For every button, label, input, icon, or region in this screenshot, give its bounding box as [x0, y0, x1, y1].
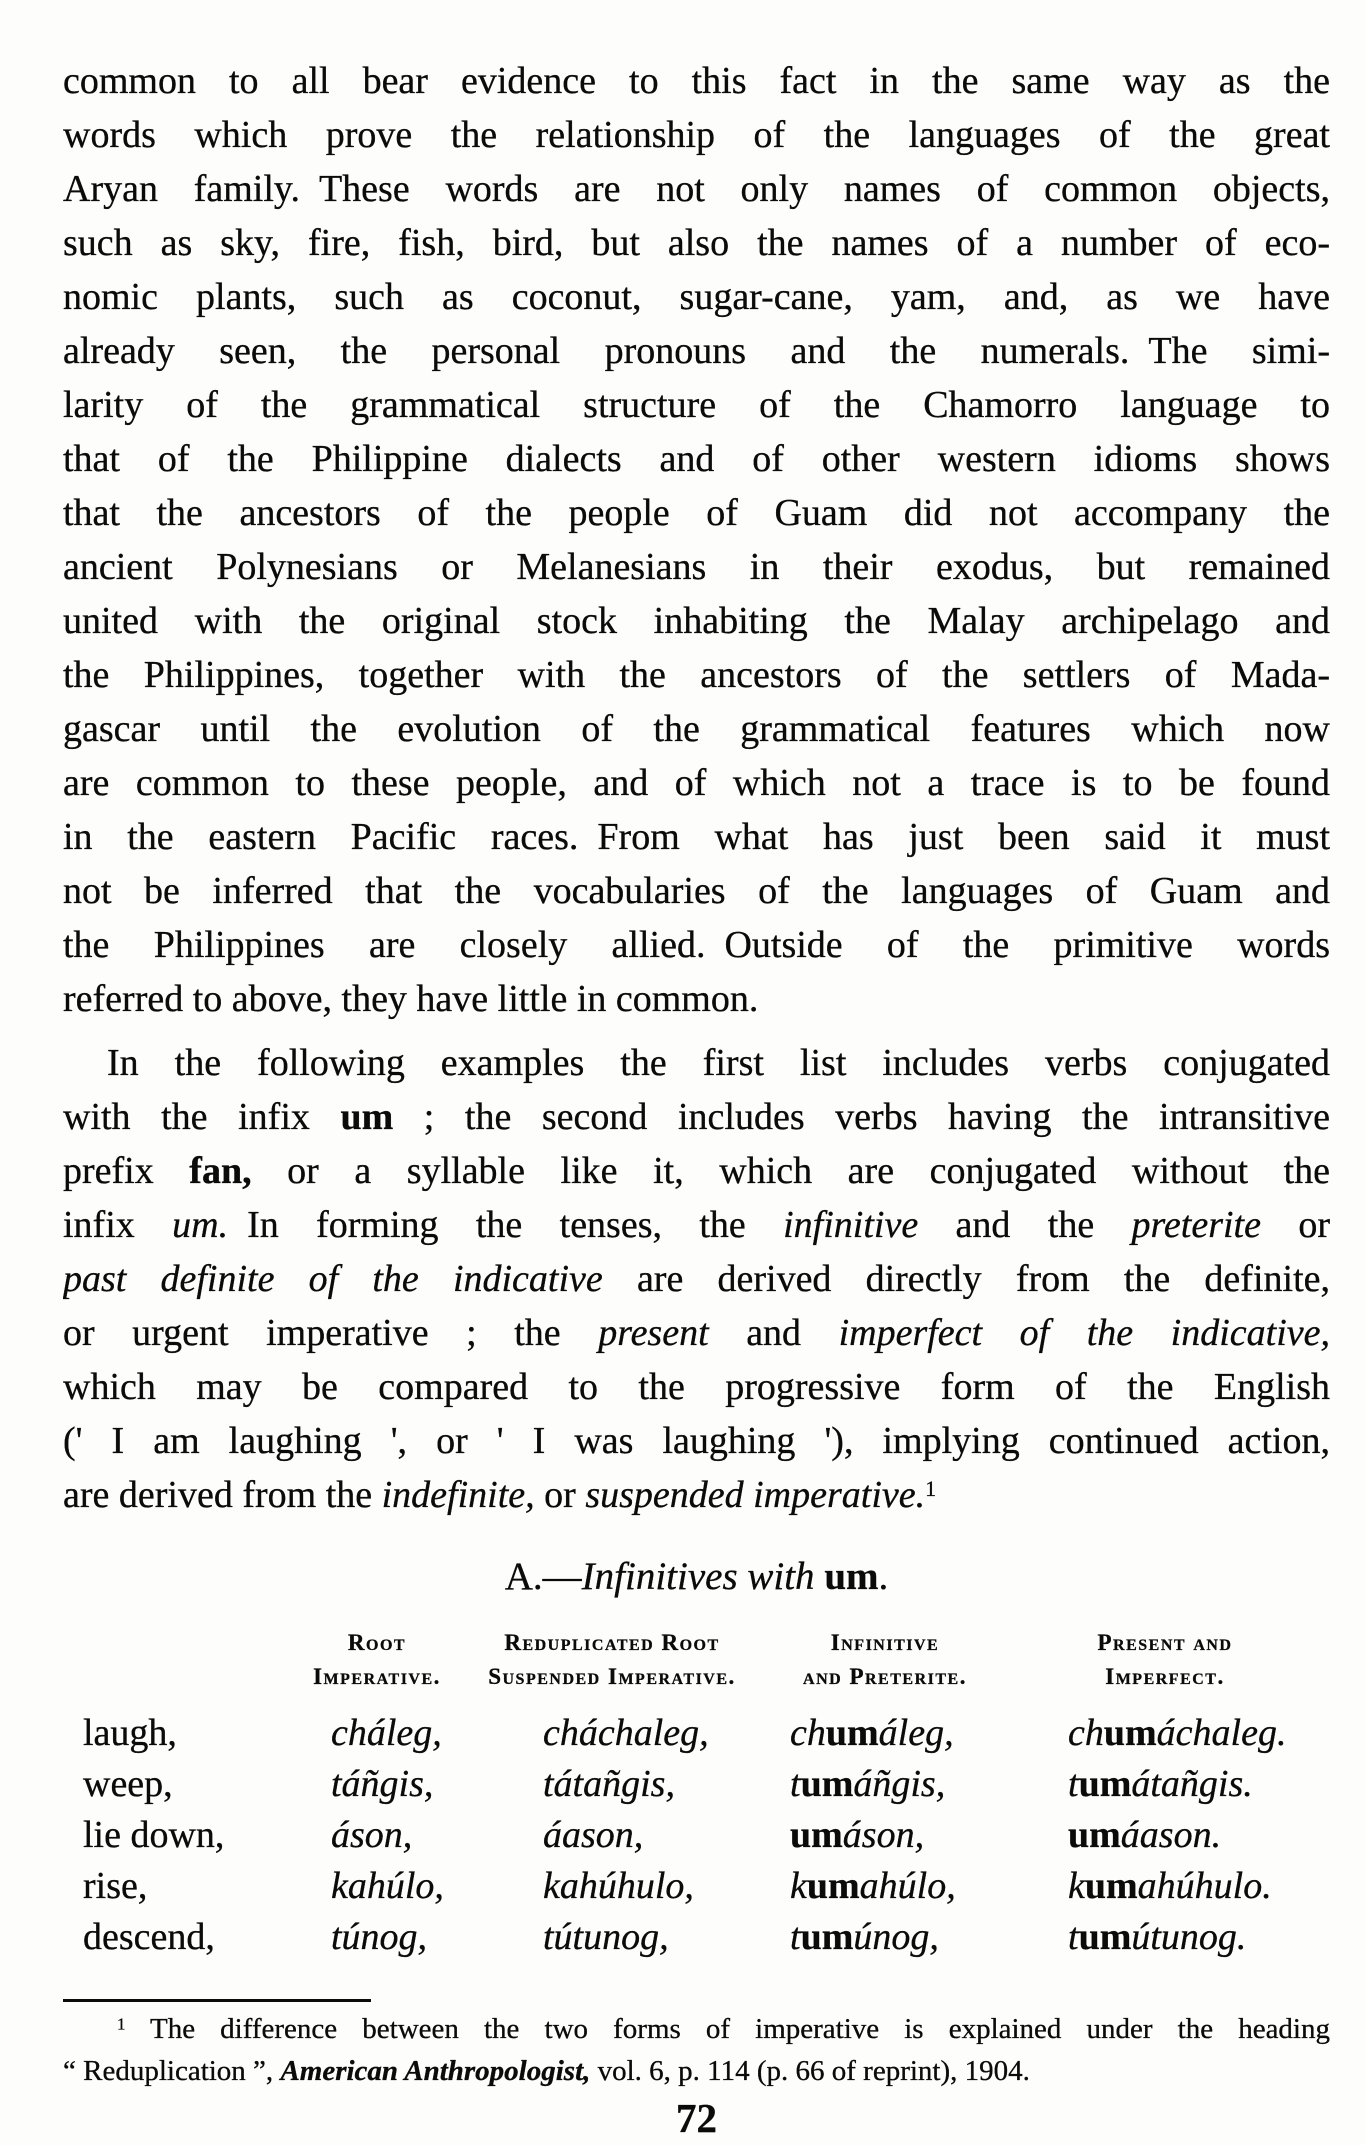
text-line: In the following examples the first list includes verbs conjugated — [107, 1042, 1330, 1084]
text-segment: imperfect of the indicative, — [838, 1312, 1330, 1354]
text-line: gascar until the evolution of the grammatical features which now — [63, 708, 1330, 750]
text-segment: present — [598, 1312, 709, 1354]
table-cell — [331, 1912, 543, 1963]
text-segment: A.— — [504, 1555, 582, 1598]
header-line: Suspended Imperative. — [488, 1664, 736, 1689]
text-segment: um — [1078, 1916, 1132, 1958]
text-segment: átañgis. — [1131, 1763, 1253, 1805]
text-segment: áñgis, — [853, 1763, 946, 1805]
text-line: united with the original stock inhabiting the Malay archipelago and — [63, 600, 1330, 642]
text-segment: um — [1103, 1712, 1157, 1754]
table-cell — [543, 1810, 790, 1861]
text-segment: áason, — [543, 1814, 644, 1856]
table-cell — [790, 1759, 1068, 1810]
verb-table — [63, 1708, 1330, 1963]
text-segment — [815, 1555, 825, 1598]
text-line — [63, 1144, 1330, 1198]
text-line — [63, 1306, 1330, 1360]
text-line: Aryan family. These words are not only names of common objects, — [63, 168, 1330, 210]
text-segment: cháchaleg, — [543, 1712, 709, 1754]
header-line: Present and — [1097, 1630, 1233, 1655]
text-segment: um. — [172, 1204, 229, 1246]
text-segment: tátañgis, — [543, 1763, 675, 1805]
text-segment: um — [800, 1763, 854, 1805]
text-segment: túnog, — [331, 1916, 428, 1958]
page-number: 72 — [676, 2095, 717, 2141]
header-line: Imperative. — [313, 1664, 441, 1689]
header-line: Reduplicated Root — [504, 1630, 720, 1655]
text-line: words which prove the relationship of the languages of the great — [63, 114, 1330, 156]
text-segment: ch — [790, 1712, 826, 1754]
text-segment: are derived from the — [63, 1474, 382, 1516]
text-line — [63, 2050, 1330, 2092]
text-line: larity of the grammatical structure of the Chamorro language to — [63, 384, 1330, 426]
table-cell — [1068, 1861, 1330, 1912]
text-line: in the eastern Pacific races. From what has just been said it must — [63, 816, 1330, 858]
text-segment: t — [1068, 1916, 1079, 1958]
table-cell — [1068, 1912, 1330, 1963]
text-line: referred to above, they have little in common. — [63, 978, 759, 1020]
text-segment: útunog. — [1131, 1916, 1247, 1958]
table-row — [83, 1912, 1330, 1963]
header-line: Root — [347, 1630, 407, 1655]
table-cell — [331, 1861, 543, 1912]
table-cell: lie down, — [83, 1814, 225, 1856]
text-segment: t — [790, 1916, 801, 1958]
text-segment: k — [1068, 1865, 1085, 1907]
table-cell: laugh, — [83, 1712, 177, 1754]
table-header-row — [63, 1626, 1330, 1694]
footnote-rule — [63, 1999, 371, 2002]
text-line: that of the Philippine dialects and of other western idioms shows — [63, 438, 1330, 480]
text-segment: ch — [1068, 1712, 1104, 1754]
table-cell — [331, 1810, 543, 1861]
table-cell — [1068, 1759, 1330, 1810]
paragraph-2 — [63, 1036, 1330, 1522]
text-segment: t — [790, 1763, 801, 1805]
text-line — [63, 1468, 1330, 1522]
text-segment: t — [1068, 1763, 1079, 1805]
text-segment: cháleg, — [331, 1712, 442, 1754]
table-cell — [331, 1708, 543, 1759]
header-line: and Preterite. — [803, 1664, 967, 1689]
text-segment: or a syllable like it, which are conjugated without the — [251, 1150, 1330, 1192]
table-row — [83, 1708, 1330, 1759]
text-line: already seen, the personal pronouns and the numerals. The simi- — [63, 330, 1330, 372]
text-segment: preterite — [1131, 1204, 1261, 1246]
text-segment: fan, — [189, 1150, 252, 1192]
text-line: are common to these people, and of which not a trace is to be found — [63, 762, 1330, 804]
text-segment: áson, — [331, 1814, 413, 1856]
text-line: common to all bear evidence to this fact in the same way as the — [63, 60, 1330, 102]
table-cell — [543, 1861, 790, 1912]
table-cell — [790, 1861, 1068, 1912]
table-cell — [1068, 1810, 1330, 1861]
text-line: the Philippines are closely allied. Outside of the primitive words — [63, 924, 1330, 966]
text-segment: táñgis, — [331, 1763, 434, 1805]
table-cell — [790, 1708, 1068, 1759]
text-segment: . — [878, 1555, 889, 1598]
section-heading — [63, 1552, 1330, 1602]
text-segment: The difference between the two forms of imperative is explained under the heading — [125, 2013, 1330, 2045]
text-line: not be inferred that the vocabularies of the languages of Guam and — [63, 870, 1330, 912]
text-line: (' I am laughing ', or ' I was laughing '), implying continued action, — [63, 1420, 1330, 1462]
text-segment: and — [708, 1312, 839, 1354]
text-segment: with the infix — [63, 1096, 341, 1138]
text-segment: American Anthropologist, — [280, 2055, 591, 2087]
text-segment: In forming the tenses, the — [228, 1204, 784, 1246]
text-line: such as sky, fire, fish, bird, but also the names of a number of eco- — [63, 222, 1330, 264]
text-line: nomic plants, such as coconut, sugar-cane, yam, and, as we have — [63, 276, 1330, 318]
text-segment: are derived directly from the definite, — [602, 1258, 1330, 1300]
table-cell: weep, — [83, 1763, 173, 1805]
text-segment: áason. — [1120, 1814, 1222, 1856]
text-line — [63, 1198, 1330, 1252]
text-segment: k — [790, 1865, 807, 1907]
text-segment: and the — [918, 1204, 1132, 1246]
table-cell: descend, — [83, 1916, 215, 1958]
text-segment: or urgent imperative ; the — [63, 1312, 599, 1354]
text-segment: Infinitives with — [581, 1555, 815, 1598]
text-segment: 1 — [925, 1475, 937, 1501]
paragraph-1 — [63, 54, 1330, 1026]
text-segment: past definite of the indicative — [63, 1258, 603, 1300]
text-segment: or — [534, 1474, 586, 1516]
table-cell — [790, 1912, 1068, 1963]
text-segment: um — [824, 1555, 879, 1598]
text-line — [63, 1252, 1330, 1306]
text-segment: um — [1084, 1865, 1138, 1907]
text-segment: um — [800, 1916, 854, 1958]
table-cell — [543, 1759, 790, 1810]
text-line: that the ancestors of the people of Guam did not accompany the — [63, 492, 1330, 534]
text-segment: áchaleg. — [1156, 1712, 1287, 1754]
text-segment: um — [1068, 1814, 1121, 1856]
text-segment: áson, — [842, 1814, 925, 1856]
text-line — [63, 2008, 1330, 2050]
table-column-header — [313, 1626, 441, 1694]
table-row — [83, 1759, 1330, 1810]
text-segment: áleg, — [878, 1712, 954, 1754]
text-segment: ahúhulo. — [1137, 1865, 1272, 1907]
text-segment: únog, — [853, 1916, 939, 1958]
table-cell — [543, 1708, 790, 1759]
text-line — [63, 1090, 1330, 1144]
text-line: ancient Polynesians or Melanesians in their exodus, but remained — [63, 546, 1330, 588]
text-segment: prefix — [63, 1150, 190, 1192]
text-segment: suspended imperative. — [585, 1474, 926, 1516]
table-cell — [1068, 1708, 1330, 1759]
table-column-header — [1098, 1626, 1233, 1694]
text-segment: ahúlo, — [859, 1865, 956, 1907]
text-segment: infinitive — [783, 1204, 919, 1246]
table-cell — [331, 1759, 543, 1810]
table-cell: rise, — [83, 1865, 148, 1907]
table-cell — [790, 1810, 1068, 1861]
header-line: Imperfect. — [1105, 1664, 1225, 1689]
table-column-header — [488, 1626, 736, 1694]
text-segment: 1 — [117, 2014, 126, 2034]
text-segment: infix — [63, 1204, 173, 1246]
text-segment: kahúhulo, — [543, 1865, 694, 1907]
table-row — [83, 1861, 1330, 1912]
table-column-header — [803, 1626, 967, 1694]
table-cell — [543, 1912, 790, 1963]
text-segment: um — [1078, 1763, 1132, 1805]
text-segment: um — [806, 1865, 860, 1907]
text-segment: um — [340, 1096, 394, 1138]
text-segment: kahúlo, — [331, 1865, 444, 1907]
text-segment: ; the second includes verbs having the intransitive — [393, 1096, 1330, 1138]
text-segment: or — [1260, 1204, 1330, 1246]
text-segment: tútunog, — [543, 1916, 669, 1958]
text-segment: vol. 6, p. 114 (p. 66 of reprint), 1904. — [590, 2055, 1030, 2087]
footnote — [63, 2008, 1330, 2092]
text-segment: um — [790, 1814, 843, 1856]
text-segment: “ Reduplication ”, — [63, 2055, 281, 2087]
text-segment: um — [825, 1712, 879, 1754]
table-row — [83, 1810, 1330, 1861]
text-line: which may be compared to the progressive form of the English — [63, 1366, 1330, 1408]
text-line: the Philippines, together with the ancestors of the settlers of Mada- — [63, 654, 1330, 696]
text-segment: indefinite, — [381, 1474, 535, 1516]
header-line: Infinitive — [830, 1630, 940, 1655]
